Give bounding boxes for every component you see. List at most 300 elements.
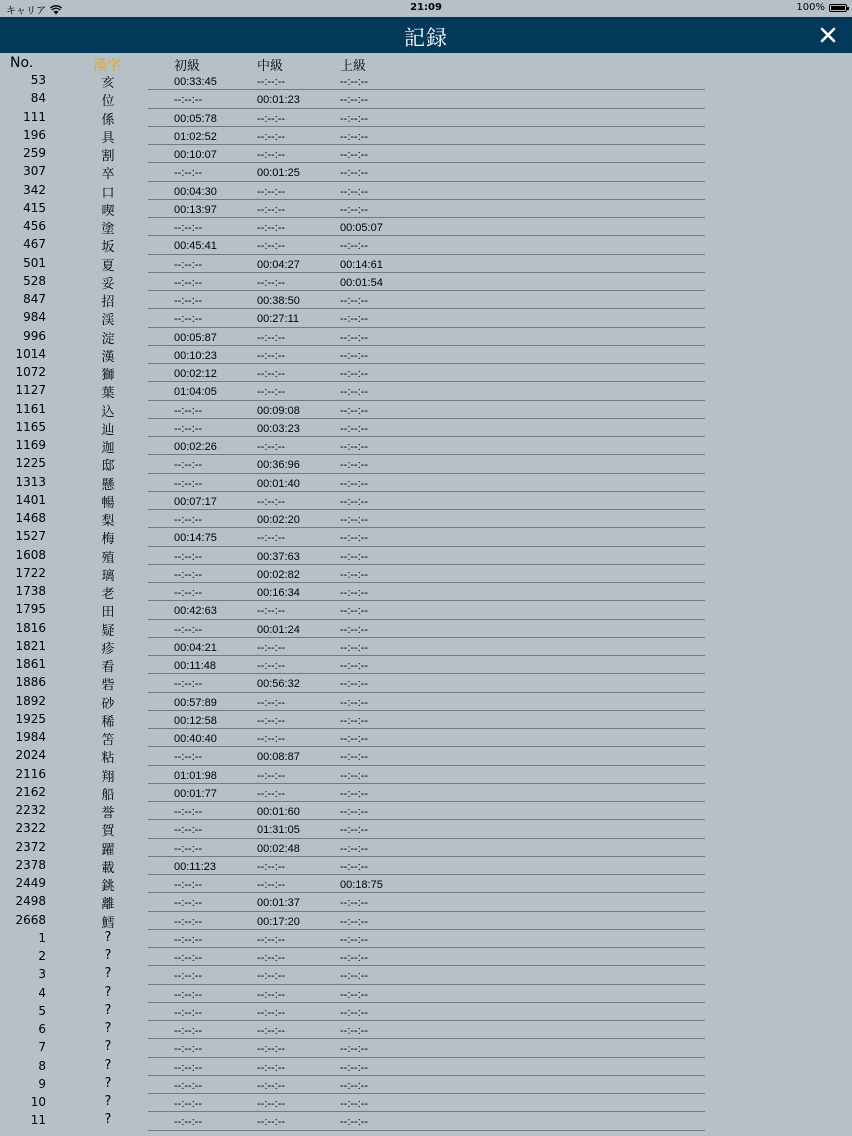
record-intermediate-time: 00:56:32 (257, 678, 300, 691)
record-advanced-time: --:--:-- (340, 660, 369, 672)
record-beginner-time: 00:05:78 (174, 112, 217, 125)
record-advanced-time: --:--:-- (340, 988, 369, 1001)
record-kanji: 璃 (101, 568, 115, 584)
record-no: 2322 (15, 821, 46, 836)
record-intermediate-time: --:--:-- (257, 1006, 286, 1019)
record-kanji: 銚 (101, 879, 115, 894)
table-row (0, 1094, 852, 1112)
record-beginner-time: --:--:-- (174, 952, 203, 964)
record-no: 2162 (15, 784, 46, 799)
record-advanced-time: --:--:-- (340, 1043, 369, 1056)
table-row (0, 273, 852, 291)
record-beginner-time: --:--:-- (174, 623, 203, 636)
record-beginner-time: --:--:-- (174, 222, 203, 234)
record-kanji: ? (104, 1075, 112, 1091)
record-intermediate-time: 00:01:24 (257, 623, 300, 636)
record-no: 2 (38, 949, 46, 963)
table-row (0, 72, 852, 90)
record-no: 2116 (15, 766, 46, 781)
table-row (0, 857, 852, 875)
record-intermediate-time: --:--:-- (257, 349, 286, 362)
record-no: 1225 (15, 456, 46, 471)
record-kanji: 載 (101, 860, 115, 876)
record-beginner-time: --:--:-- (174, 1061, 203, 1074)
table-row (0, 693, 852, 711)
record-kanji: 渓 (101, 313, 115, 329)
record-advanced-time: 00:18:75 (340, 879, 383, 891)
record-intermediate-time: 00:37:63 (257, 550, 300, 563)
record-intermediate-time: --:--:-- (257, 1098, 286, 1110)
table-row (0, 1058, 852, 1076)
table-row (0, 401, 852, 419)
record-advanced-time: --:--:-- (340, 185, 369, 198)
record-beginner-time: 00:11:48 (174, 660, 217, 672)
record-advanced-time: --:--:-- (340, 76, 369, 88)
table-row (0, 948, 852, 966)
record-beginner-time: 01:04:05 (174, 386, 217, 399)
record-kanji: 坂 (101, 240, 115, 256)
record-beginner-time: --:--:-- (174, 276, 203, 289)
record-advanced-time: --:--:-- (340, 94, 369, 107)
header-kanji: 漢字 (93, 58, 121, 74)
record-no: 847 (23, 292, 46, 306)
record-kanji: 笘 (101, 733, 115, 748)
record-no: 8 (38, 1058, 46, 1073)
table-row (0, 747, 852, 765)
table-row (0, 419, 852, 437)
battery-icon (829, 4, 847, 12)
record-kanji: 具 (101, 130, 115, 146)
record-no: 1401 (15, 492, 46, 507)
record-intermediate-time: 00:09:08 (257, 404, 300, 417)
record-advanced-time: --:--:-- (340, 605, 369, 618)
record-kanji: 躍 (101, 842, 115, 858)
record-no: 6 (38, 1022, 46, 1036)
record-intermediate-time: 00:03:23 (257, 422, 300, 435)
record-kanji: 漢 (101, 349, 115, 365)
record-intermediate-time: --:--:-- (257, 112, 286, 125)
table-row (0, 656, 852, 674)
close-button[interactable] (818, 25, 838, 45)
record-advanced-time: --:--:-- (340, 787, 369, 800)
record-advanced-time: --:--:-- (340, 441, 369, 453)
record-kanji: ? (104, 929, 112, 945)
record-no: 996 (23, 328, 46, 343)
record-advanced-time: --:--:-- (340, 952, 369, 964)
record-no: 2232 (15, 803, 46, 817)
record-kanji: 葉 (101, 386, 115, 402)
record-no: 415 (23, 200, 46, 215)
record-intermediate-time: 00:01:37 (257, 897, 300, 910)
record-intermediate-time: --:--:-- (257, 952, 286, 964)
record-beginner-time: --:--:-- (174, 568, 203, 581)
record-advanced-time: --:--:-- (340, 824, 369, 837)
record-beginner-time: 01:01:98 (174, 769, 217, 782)
record-intermediate-time: 00:27:11 (257, 313, 300, 326)
table-row (0, 784, 852, 802)
table-row (0, 90, 852, 108)
record-no: 4 (38, 985, 46, 1000)
record-advanced-time: --:--:-- (340, 568, 369, 581)
record-kanji: ? (104, 948, 112, 963)
record-kanji: 係 (101, 112, 115, 128)
record-intermediate-time: --:--:-- (257, 240, 286, 253)
record-no: 1984 (15, 730, 46, 744)
table-row (0, 985, 852, 1003)
record-beginner-time: --:--:-- (174, 897, 203, 910)
record-intermediate-time: --:--:-- (257, 276, 286, 289)
record-beginner-time: --:--:-- (174, 806, 203, 818)
record-kanji: 迦 (101, 441, 115, 456)
record-no: 1165 (15, 419, 46, 434)
table-row (0, 912, 852, 930)
record-intermediate-time: --:--:-- (257, 641, 286, 654)
record-no: 1816 (15, 620, 46, 635)
table-row (0, 182, 852, 200)
record-advanced-time: --:--:-- (340, 331, 369, 344)
record-advanced-time: 00:05:07 (340, 222, 383, 234)
record-intermediate-time: --:--:-- (257, 331, 286, 344)
record-intermediate-time: --:--:-- (257, 860, 286, 873)
record-advanced-time: --:--:-- (340, 1006, 369, 1019)
record-kanji: 看 (101, 660, 115, 675)
record-intermediate-time: 00:02:48 (257, 842, 300, 855)
record-beginner-time: --:--:-- (174, 933, 203, 946)
record-no: 1161 (15, 401, 46, 416)
table-row (0, 474, 852, 492)
record-intermediate-time: --:--:-- (257, 76, 286, 88)
record-beginner-time: --:--:-- (174, 477, 203, 490)
record-intermediate-time: --:--:-- (257, 149, 286, 161)
record-advanced-time: --:--:-- (340, 386, 369, 399)
record-beginner-time: 00:42:63 (174, 605, 217, 618)
record-intermediate-time: --:--:-- (257, 1061, 286, 1074)
record-kanji: 夏 (101, 258, 115, 274)
record-no: 9 (38, 1076, 46, 1091)
carrier-label: キャリア (6, 6, 46, 17)
table-row (0, 109, 852, 127)
record-advanced-time: --:--:-- (340, 933, 369, 946)
record-advanced-time: --:--:-- (340, 532, 369, 545)
record-kanji: 亥 (101, 76, 115, 91)
record-intermediate-time: --:--:-- (257, 787, 286, 800)
record-no: 1608 (15, 547, 46, 562)
table-row (0, 893, 852, 911)
record-no: 84 (30, 91, 46, 106)
record-intermediate-time: 00:08:87 (257, 751, 300, 764)
table-row (0, 766, 852, 784)
record-kanji: ? (104, 1112, 112, 1128)
record-no: 1468 (15, 511, 46, 525)
record-advanced-time: --:--:-- (340, 514, 369, 526)
record-advanced-time: --:--:-- (340, 1025, 369, 1037)
record-beginner-time: --:--:-- (174, 1006, 203, 1019)
record-advanced-time: --:--:-- (340, 897, 369, 910)
record-no: 1127 (15, 383, 46, 398)
record-kanji: 位 (101, 94, 115, 110)
record-kanji: 梅 (101, 532, 115, 548)
table-row (0, 291, 852, 309)
record-no: 1886 (15, 675, 46, 690)
record-intermediate-time: --:--:-- (257, 769, 286, 782)
record-advanced-time: --:--:-- (340, 1116, 369, 1129)
record-beginner-time: 00:33:45 (174, 76, 217, 88)
table-row (0, 547, 852, 565)
record-advanced-time: --:--:-- (340, 970, 369, 983)
record-beginner-time: 00:01:77 (174, 787, 217, 800)
table-row (0, 492, 852, 510)
record-no: 53 (30, 73, 46, 87)
record-intermediate-time: 00:01:60 (257, 806, 300, 818)
record-no: 196 (23, 127, 46, 142)
record-advanced-time: --:--:-- (340, 130, 369, 143)
record-intermediate-time: 00:01:23 (257, 94, 300, 107)
record-beginner-time: 00:13:97 (174, 203, 217, 216)
record-kanji: 梨 (101, 514, 115, 529)
record-no: 7 (38, 1040, 46, 1055)
record-intermediate-time: --:--:-- (257, 222, 286, 234)
record-advanced-time: --:--:-- (340, 806, 369, 818)
status-bar (0, 0, 852, 17)
record-no: 1795 (15, 602, 46, 617)
record-intermediate-time: 00:16:34 (257, 587, 300, 599)
table-row (0, 346, 852, 364)
record-kanji: 賀 (101, 824, 115, 840)
record-beginner-time: 00:05:87 (174, 331, 217, 344)
record-no: 1 (38, 930, 46, 945)
record-kanji: 離 (101, 897, 115, 913)
record-kanji: 稀 (101, 714, 115, 730)
record-beginner-time: --:--:-- (174, 313, 203, 326)
record-intermediate-time: --:--:-- (257, 495, 286, 508)
record-no: 10 (30, 1095, 46, 1109)
record-beginner-time: --:--:-- (174, 514, 203, 526)
record-intermediate-time: --:--:-- (257, 368, 286, 380)
record-intermediate-time: --:--:-- (257, 203, 286, 216)
record-no: 467 (23, 237, 46, 252)
record-advanced-time: --:--:-- (340, 1079, 369, 1092)
record-beginner-time: --:--:-- (174, 404, 203, 417)
record-kanji: 粘 (101, 751, 115, 767)
record-no: 2024 (15, 748, 46, 763)
record-no: 11 (30, 1113, 46, 1128)
record-advanced-time: --:--:-- (340, 368, 369, 380)
record-no: 1527 (15, 529, 46, 544)
record-kanji: 辿 (101, 422, 115, 438)
record-beginner-time: 00:07:17 (174, 495, 217, 508)
record-advanced-time: --:--:-- (340, 112, 369, 125)
record-beginner-time: 00:02:26 (174, 441, 217, 453)
record-intermediate-time: 00:36:96 (257, 459, 300, 472)
record-beginner-time: 00:12:58 (174, 714, 217, 727)
record-intermediate-time: --:--:-- (257, 1079, 286, 1092)
record-kanji: 塗 (101, 222, 115, 237)
record-beginner-time: --:--:-- (174, 1043, 203, 1056)
record-no: 1738 (15, 584, 46, 598)
record-beginner-time: --:--:-- (174, 678, 203, 691)
record-beginner-time: --:--:-- (174, 824, 203, 837)
record-beginner-time: --:--:-- (174, 879, 203, 891)
record-beginner-time: 00:04:21 (174, 641, 217, 654)
record-kanji: 暢 (101, 495, 115, 511)
record-intermediate-time: 00:17:20 (257, 915, 300, 928)
record-kanji: ? (104, 1094, 112, 1109)
record-kanji: 割 (101, 149, 115, 164)
record-beginner-time: --:--:-- (174, 1025, 203, 1037)
record-kanji: 田 (101, 605, 115, 621)
record-kanji: 獅 (101, 368, 115, 383)
battery-fill (831, 6, 845, 10)
record-kanji: 疑 (101, 623, 115, 639)
table-row (0, 364, 852, 382)
record-intermediate-time: --:--:-- (257, 441, 286, 453)
record-kanji: 誉 (101, 806, 115, 821)
record-intermediate-time: --:--:-- (257, 1116, 286, 1129)
record-beginner-time: --:--:-- (174, 751, 203, 764)
record-beginner-time: --:--:-- (174, 988, 203, 1001)
record-advanced-time: --:--:-- (340, 641, 369, 654)
record-beginner-time: --:--:-- (174, 295, 203, 307)
record-intermediate-time: 00:38:50 (257, 295, 300, 307)
record-kanji: ? (104, 1002, 112, 1018)
record-beginner-time: 00:02:12 (174, 368, 217, 380)
record-no: 528 (23, 273, 46, 288)
table-row (0, 127, 852, 145)
record-intermediate-time: --:--:-- (257, 933, 286, 946)
record-beginner-time: 01:02:52 (174, 130, 217, 143)
record-intermediate-time: --:--:-- (257, 532, 286, 545)
record-kanji: 翔 (101, 769, 115, 785)
table-header (0, 53, 852, 72)
record-kanji: 砦 (101, 678, 115, 694)
table-row (0, 620, 852, 638)
record-beginner-time: 00:14:75 (174, 532, 217, 545)
record-no: 1925 (15, 711, 46, 726)
table-row (0, 583, 852, 601)
record-no: 984 (23, 310, 46, 325)
battery-percent: 100% (796, 2, 825, 13)
record-beginner-time: --:--:-- (174, 915, 203, 928)
record-advanced-time: --:--:-- (340, 769, 369, 782)
table-row (0, 163, 852, 181)
record-advanced-time: --:--:-- (340, 240, 369, 253)
record-no: 1892 (15, 693, 46, 708)
header-no: No. (10, 55, 34, 71)
record-beginner-time: --:--:-- (174, 422, 203, 435)
record-no: 111 (23, 109, 46, 124)
record-advanced-time: 00:14:61 (340, 258, 383, 271)
record-advanced-time: --:--:-- (340, 1098, 369, 1110)
table-row (0, 218, 852, 236)
record-no: 2372 (15, 839, 46, 854)
table-row (0, 601, 852, 619)
record-beginner-time: --:--:-- (174, 550, 203, 563)
table-row (0, 1076, 852, 1094)
record-intermediate-time: --:--:-- (257, 1043, 286, 1056)
table-row (0, 236, 852, 254)
record-advanced-time: --:--:-- (340, 714, 369, 727)
header-beginner: 初級 (174, 59, 201, 74)
table-row (0, 875, 852, 893)
record-intermediate-time: --:--:-- (257, 714, 286, 727)
record-no: 259 (23, 146, 46, 160)
record-advanced-time: --:--:-- (340, 295, 369, 307)
record-no: 1722 (15, 565, 46, 580)
record-intermediate-time: --:--:-- (257, 1025, 286, 1037)
table-row (0, 966, 852, 984)
record-advanced-time: --:--:-- (340, 422, 369, 435)
records-list[interactable] (0, 72, 852, 1131)
record-kanji: 船 (101, 787, 115, 803)
record-advanced-time: --:--:-- (340, 313, 369, 326)
record-intermediate-time: --:--:-- (257, 605, 286, 618)
record-advanced-time: --:--:-- (340, 149, 369, 161)
record-beginner-time: 00:10:23 (174, 349, 217, 362)
table-row (0, 729, 852, 747)
record-no: 1821 (15, 638, 46, 653)
record-intermediate-time: --:--:-- (257, 130, 286, 143)
record-kanji: ? (104, 1057, 112, 1073)
record-kanji: 淀 (101, 331, 115, 347)
header-advanced: 上級 (340, 59, 367, 74)
record-beginner-time: 00:45:41 (174, 240, 217, 253)
record-kanji: 砂 (101, 696, 115, 712)
record-intermediate-time: 00:01:40 (257, 477, 300, 490)
record-kanji: 卒 (101, 167, 115, 183)
record-advanced-time: --:--:-- (340, 842, 369, 855)
status-right (796, 2, 847, 13)
table-row (0, 382, 852, 400)
record-advanced-time: --:--:-- (340, 459, 369, 472)
record-intermediate-time: --:--:-- (257, 879, 286, 891)
record-no: 1169 (15, 438, 46, 452)
record-beginner-time: 00:11:23 (174, 860, 217, 873)
table-row (0, 145, 852, 163)
record-no: 3 (38, 967, 46, 982)
record-no: 307 (23, 164, 46, 179)
record-no: 2449 (15, 876, 46, 890)
record-intermediate-time: --:--:-- (257, 970, 286, 983)
table-row (0, 200, 852, 218)
record-advanced-time: --:--:-- (340, 678, 369, 691)
record-beginner-time: 00:04:30 (174, 185, 217, 198)
record-advanced-time: --:--:-- (340, 751, 369, 764)
record-beginner-time: --:--:-- (174, 1079, 203, 1092)
record-intermediate-time: --:--:-- (257, 733, 286, 745)
record-beginner-time: --:--:-- (174, 1116, 203, 1129)
record-beginner-time: --:--:-- (174, 1098, 203, 1110)
table-row (0, 255, 852, 273)
record-no: 342 (23, 182, 46, 197)
table-row (0, 328, 852, 346)
record-advanced-time: --:--:-- (340, 167, 369, 180)
record-intermediate-time: --:--:-- (257, 696, 286, 709)
record-kanji: ? (104, 966, 112, 982)
record-beginner-time: --:--:-- (174, 459, 203, 472)
table-row (0, 1112, 852, 1130)
record-advanced-time: --:--:-- (340, 349, 369, 362)
table-row (0, 528, 852, 546)
record-kanji: ? (104, 1039, 112, 1055)
record-intermediate-time: 00:02:82 (257, 568, 300, 581)
table-row (0, 711, 852, 729)
record-no: 1313 (15, 474, 46, 489)
record-kanji: 疹 (101, 641, 115, 657)
row-divider (148, 1130, 705, 1131)
record-beginner-time: --:--:-- (174, 167, 203, 180)
record-kanji: 喫 (101, 203, 115, 219)
table-row (0, 638, 852, 656)
